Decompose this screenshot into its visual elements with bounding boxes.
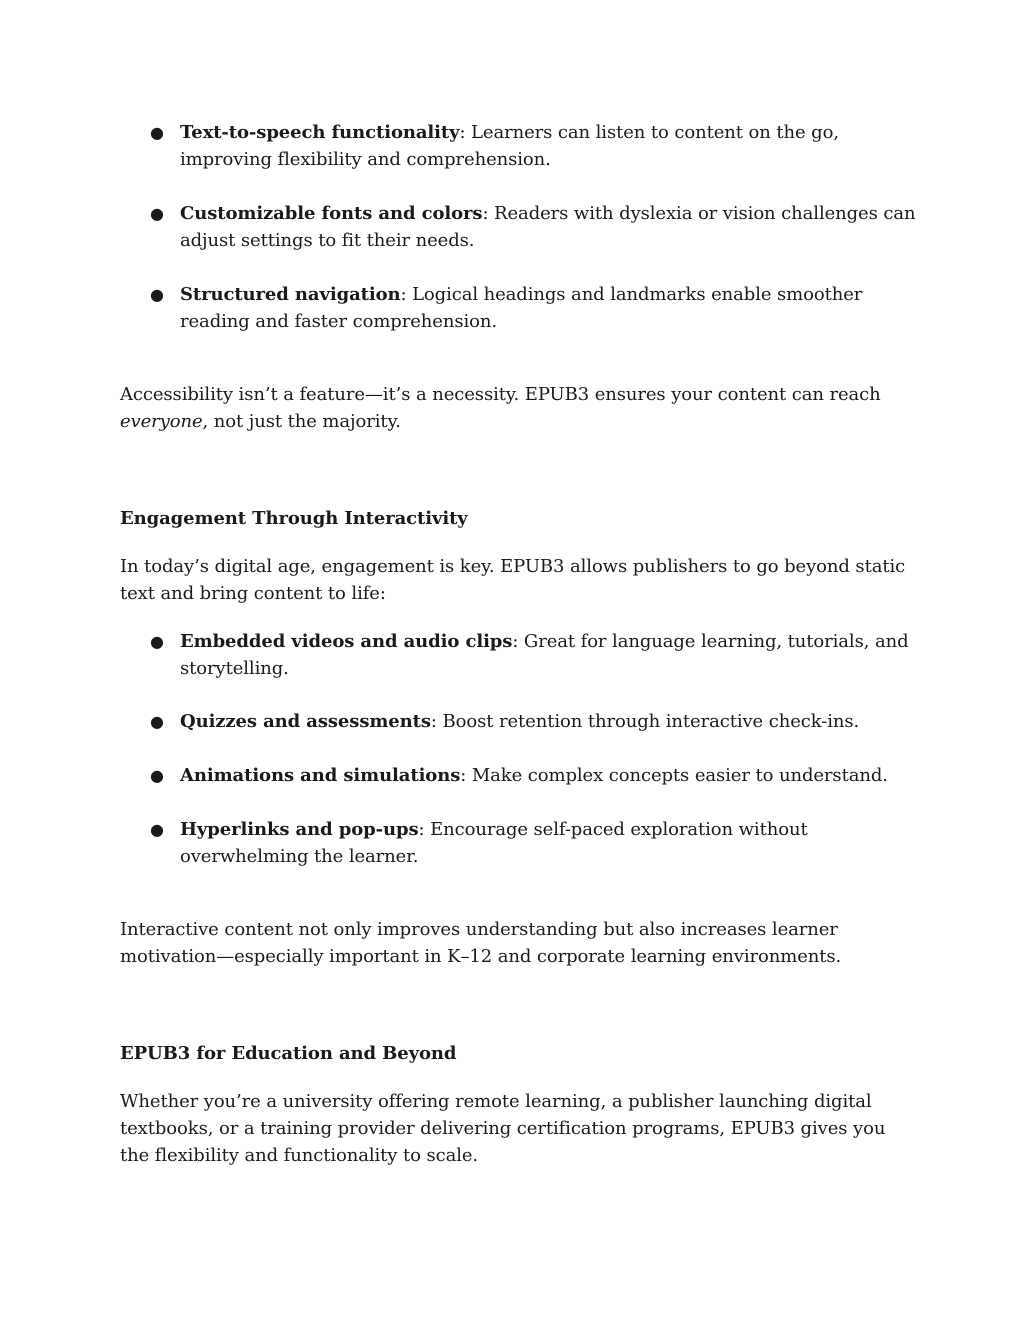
bullet-icon: ●	[150, 632, 164, 651]
bullet-term: Animations and simulations	[180, 765, 461, 786]
accessibility-paragraph: Accessibility isn’t a feature—it’s a necessity. EPUB3 ensures your content can reach everyone, not just the majority.	[120, 384, 881, 432]
bullet-icon: ●	[150, 123, 164, 142]
bullet-description: : Learners can listen to content on the go, improving flexibility and comprehension.	[180, 122, 839, 170]
bullet-icon: ●	[150, 285, 164, 304]
bullet-description: : Logical headings and landmarks enable smoother reading and faster comprehension.	[180, 284, 863, 332]
section-heading-engagement: Engagement Through Interactivity	[120, 508, 468, 529]
bullet-term: Quizzes and assessments	[180, 711, 431, 732]
bullet-description: : Great for language learning, tutorials, and storytelling.	[180, 631, 909, 679]
engagement-intro-paragraph: In today’s digital age, engagement is key. EPUB3 allows publishers to go beyond static text and bring content to life:	[120, 556, 906, 604]
education-paragraph: Whether you’re a university offering remote learning, a publisher launching digital textbooks, or a training provider delivering certification programs, EPUB3 gives you the flexibility and functionality to scale.	[120, 1091, 886, 1166]
engagement-paragraph: Interactive content not only improves understanding but also increases learner motivation—especially important in K–12 and corporate learning environments.	[120, 919, 842, 967]
emphasis-text: everyone	[120, 411, 203, 432]
bullet-icon: ●	[150, 820, 164, 839]
bullet-term: Text-to-speech functionality	[180, 122, 460, 143]
bullet-icon: ●	[150, 766, 164, 785]
bullet-term: Customizable fonts and colors	[180, 203, 483, 224]
bullet-term: Hyperlinks and pop-ups	[180, 819, 419, 840]
bullet-description: : Readers with dyslexia or vision challenges can adjust settings to fit their needs.	[180, 203, 916, 251]
bullet-term: Embedded videos and audio clips	[180, 631, 513, 652]
bullet-term: Structured navigation	[180, 284, 401, 305]
bullet-description: : Make complex concepts easier to understand.	[460, 765, 888, 786]
bullet-icon: ●	[150, 712, 164, 731]
bullet-description: : Boost retention through interactive check-ins.	[430, 711, 860, 732]
section-heading-education: EPUB3 for Education and Beyond	[120, 1043, 457, 1064]
bullet-icon: ●	[150, 204, 164, 223]
bullet-description: : Encourage self-paced exploration without overwhelming the learner.	[180, 819, 808, 867]
